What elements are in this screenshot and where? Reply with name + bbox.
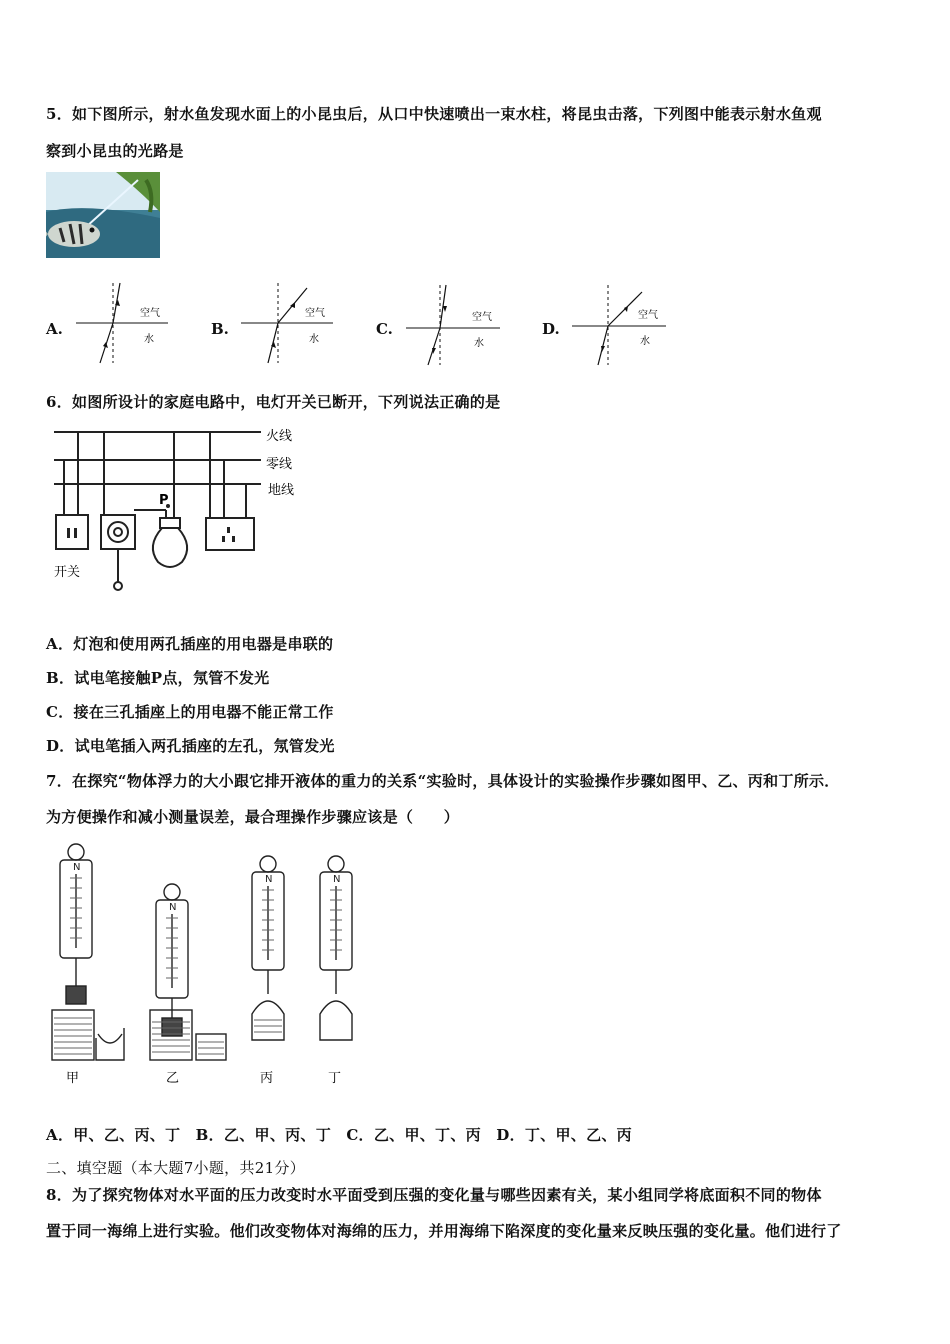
q6-option-c: C．接在三孔插座上的用电器不能正常工作 xyxy=(46,703,334,721)
q5-stem-line2: 察到小昆虫的光路是 xyxy=(46,142,184,160)
caption-ding: 丁 xyxy=(328,1071,342,1086)
household-circuit-diagram xyxy=(46,420,316,598)
scale-unit-jia: N xyxy=(73,862,81,873)
q6-option-b: B．试电笔接触P点，氖管不发光 xyxy=(46,669,270,687)
q5-d-air-label: 空气 xyxy=(638,310,658,321)
q5-option-a-label: A. xyxy=(46,320,63,338)
q5-a-air-label: 空气 xyxy=(140,308,160,319)
section-2-title: 二、填空题（本大题7小题，共21分） xyxy=(46,1159,306,1177)
spring-scale-experiment-figure xyxy=(46,838,358,1094)
q5-option-c-diagram xyxy=(400,280,502,368)
q6-stem: 6．如图所设计的家庭电路中，电灯开关已断开，下列说法正确的是 xyxy=(46,393,501,411)
q6-option-a: A．灯泡和使用两孔插座的用电器是串联的 xyxy=(46,635,334,653)
ground-wire-label: 地线 xyxy=(268,483,295,498)
q5-c-air-label: 空气 xyxy=(472,312,492,323)
live-wire-label: 火线 xyxy=(266,429,293,444)
q6-option-d: D．试电笔插入两孔插座的左孔，氖管发光 xyxy=(46,737,335,755)
scale-unit-bing: N xyxy=(265,874,273,885)
q5-c-water-label: 水 xyxy=(474,338,484,349)
q8-stem-line2: 置于同一海绵上进行实验。他们改变物体对海绵的压力，并用海绵下陷深度的变化量来反映压强的变化量。他们进行了 xyxy=(46,1222,842,1240)
q5-option-d-diagram xyxy=(566,280,668,368)
q5-b-water-label: 水 xyxy=(309,334,319,345)
q5-stem-line1: 5．如下图所示，射水鱼发现水面上的小昆虫后，从口中快速喷出一束水柱，将昆虫击落，下列图中能表示射水鱼观 xyxy=(46,105,822,123)
neutral-wire-label: 零线 xyxy=(266,457,293,472)
q5-option-d-label: D. xyxy=(542,320,560,338)
point-p-label: P xyxy=(159,493,169,508)
q8-stem-line1: 8．为了探究物体对水平面的压力改变时水平面受到压强的变化量与哪些因素有关，某小组同学将底面积不同的物体 xyxy=(46,1186,822,1204)
scale-unit-ding: N xyxy=(333,874,341,885)
archer-fish-photo xyxy=(46,172,160,258)
caption-bing: 丙 xyxy=(260,1071,274,1086)
q7-options: A．甲、乙、丙、丁 B．乙、甲、丙、丁 C．乙、甲、丁、丙 D．丁、甲、乙、丙 xyxy=(46,1126,632,1144)
caption-jia: 甲 xyxy=(66,1071,80,1086)
switch-label: 开关 xyxy=(54,565,81,580)
scale-unit-yi: N xyxy=(169,902,177,913)
q7-stem-line2: 为方便操作和减小测量误差，最合理操作步骤应该是（ ） xyxy=(46,808,460,826)
q5-option-c-label: C. xyxy=(376,320,393,338)
q5-a-water-label: 水 xyxy=(144,334,154,345)
q5-option-b-diagram xyxy=(233,278,335,366)
caption-yi: 乙 xyxy=(166,1071,180,1086)
q5-option-a-diagram xyxy=(68,278,170,366)
q5-d-water-label: 水 xyxy=(640,336,650,347)
q5-b-air-label: 空气 xyxy=(305,308,325,319)
q7-stem-line1: 7．在探究“物体浮力的大小跟它排开液体的重力的关系“实验时，具体设计的实验操作步骤如图甲、乙、丙和丁所示． xyxy=(46,772,840,790)
q5-option-b-label: B. xyxy=(211,320,229,338)
